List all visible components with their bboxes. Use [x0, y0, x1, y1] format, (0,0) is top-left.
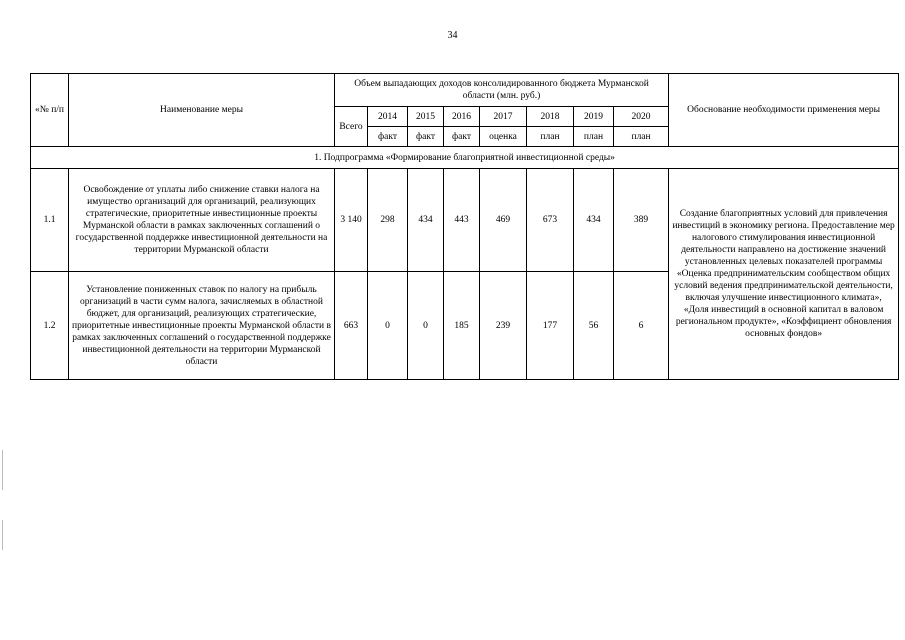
row-num: 1.2 — [31, 272, 69, 380]
section-row — [31, 147, 899, 169]
header-status: оценка — [480, 127, 527, 147]
header-num: «№ п/п — [31, 74, 69, 147]
tax-measures-table — [30, 73, 899, 380]
table-row — [31, 169, 899, 272]
row-num: 1.1 — [31, 169, 69, 272]
header-status: план — [614, 127, 669, 147]
measure-text: Освобождение от уплаты либо снижение ставки налога на имущество организаций для организаций, реализующих стратегические, приоритетные инвестиционные проекты Мурманской области в рамках заключенных соглашений о государственной поддержке инвестиционной деятельности на территории Мурманской области — [69, 169, 335, 272]
header-total: Всего — [335, 107, 368, 147]
header-reason: Обоснование необходимости применения меры — [669, 74, 899, 147]
row-value: 673 — [527, 169, 574, 272]
row-value: 434 — [574, 169, 614, 272]
page-number: 34 — [447, 30, 458, 41]
row-value: 469 — [480, 169, 527, 272]
justification-text: Создание благоприятных условий для привлечения инвестиций в экономику региона. Предоставление мер налогового стимулирования инвестиционной деятельности направлено на достижение значений установленных целевых показателей программы «Оценка предпринимательским сообществом общих условий ведения предпринимательской деятельности, включая улучшение инвестиционного климата», «Доля инвестиций в основной капитал в валовом региональном продукте», «Коэффициент обновления основных фондов» — [669, 169, 899, 380]
row-total: 3 140 — [335, 169, 368, 272]
row-value: 6 — [614, 272, 669, 380]
header-status: план — [574, 127, 614, 147]
measure-text: Установление пониженных ставок по налогу на прибыль организаций в части сумм налога, зачисляемых в областной бюджет, для организаций, реализующих стратегические, приоритетные инвестиционные проекты Мурманской области в рамках заключенных соглашений о государственной поддержке инвестиционной деятельности на территории Мурманской области — [69, 272, 335, 380]
header-year: 2019 — [574, 107, 614, 127]
header-status: факт — [368, 127, 408, 147]
row-value: 0 — [408, 272, 444, 380]
row-value: 56 — [574, 272, 614, 380]
header-row-1 — [31, 74, 899, 107]
header-year: 2014 — [368, 107, 408, 127]
row-value: 389 — [614, 169, 669, 272]
scan-artifact — [2, 520, 3, 550]
header-year: 2015 — [408, 107, 444, 127]
row-value: 185 — [444, 272, 480, 380]
row-value: 443 — [444, 169, 480, 272]
row-value: 434 — [408, 169, 444, 272]
header-status: план — [527, 127, 574, 147]
header-year: 2017 — [480, 107, 527, 127]
header-status: факт — [444, 127, 480, 147]
row-value: 298 — [368, 169, 408, 272]
row-total: 663 — [335, 272, 368, 380]
header-year: 2018 — [527, 107, 574, 127]
row-value: 239 — [480, 272, 527, 380]
header-status: факт — [408, 127, 444, 147]
header-name: Наименование меры — [69, 74, 335, 147]
scan-artifact — [2, 450, 3, 490]
header-year: 2016 — [444, 107, 480, 127]
row-value: 0 — [368, 272, 408, 380]
section-title: 1. Подпрограмма «Формирование благоприятной инвестиционной среды» — [31, 147, 899, 169]
row-value: 177 — [527, 272, 574, 380]
header-volume: Объем выпадающих доходов консолидированного бюджета Мурманской области (млн. руб.) — [335, 74, 669, 107]
header-year: 2020 — [614, 107, 669, 127]
